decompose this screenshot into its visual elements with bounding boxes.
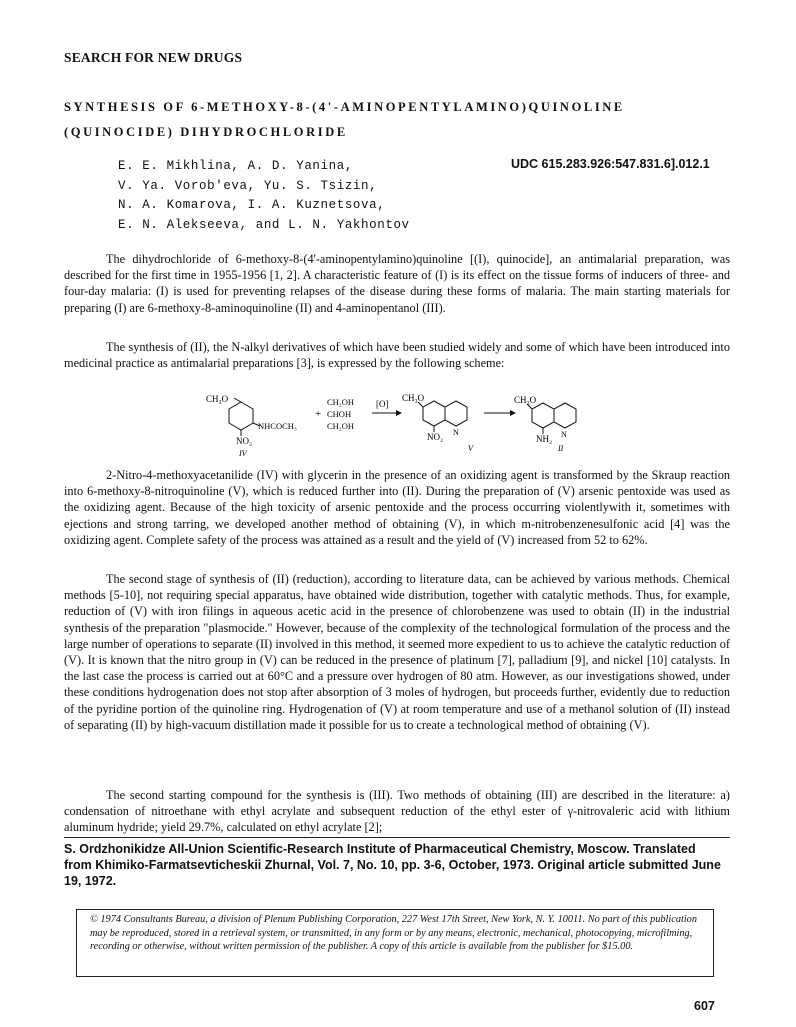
- oxidant-label: [O]: [376, 399, 389, 409]
- section-heading: SEARCH FOR NEW DRUGS: [64, 50, 243, 65]
- glycerin-line: CH₂OH: [327, 397, 355, 407]
- nitrogen-label-ii: N: [561, 430, 567, 439]
- affiliation-note: S. Ordzhonikidze All-Union Scientific-Research Institute of Pharmaceutical Chemistry, Moscow. Translated from Khimiko-Farmatsevticheskii Zhurnal, Vol. 7, No. 10, pp. 3-6, October, 1973. Original article submitted June 19, 1972.: [64, 842, 721, 888]
- nitro-label-v: NO₂: [427, 432, 444, 442]
- benzene-ring: [229, 402, 253, 430]
- compound-label-v: V: [468, 444, 473, 453]
- glycerin-line: CH₂OH: [327, 421, 355, 431]
- nitro-label-iv: NO₂: [236, 436, 253, 446]
- author-line: E. N. Alekseeva, and L. N. Yakhontov: [118, 217, 410, 232]
- paragraph-reduction: [64, 571, 730, 733]
- paragraph-intro: [64, 251, 730, 316]
- copyright-notice: © 1974 Consultants Bureau, a division of Plenum Publishing Corporation, 227 West 17th Street, New York, N. Y. 10011. No part of this publication may be reproduced, stored in a retrieval system, or transmitted, in any form or by any means, electronic, mechanical, photocopying, microfilming, recording or otherwise, without written permission of the publisher. A copy of this article is available from the publisher for $15.00.: [90, 914, 697, 952]
- quinoline-ring-benzo: [532, 403, 554, 428]
- quinoline-ring-benzo: [423, 401, 445, 426]
- paragraph-text: The dihydrochloride of 6-methoxy-8-(4'-aminopentylamino)quinoline [(I), quinocide], an antimalarial preparation, was described for the first time in 1955-1956 [1, 2]. A characteristic feature of (I) is its effect on the tissue forms of inducers of three- and four-day malaria: (I) is used for preventing relapses of the disease during these forms of malaria. The main starting materials for preparing (I) are 6-methoxy-8-aminoquinoline (II) and 4-aminopentanol (III).: [64, 252, 730, 315]
- paragraph-text: The synthesis of (II), the N-alkyl derivatives of which have been studied widely and some of which have been introduced into medicinal practice as antimalarial preparations [3], is expressed by the following scheme:: [64, 340, 730, 371]
- methoxy-label-ii: CH₃O: [514, 395, 537, 405]
- nitrogen-label-v: N: [453, 428, 459, 437]
- paragraph-text: 2-Nitro-4-methoxyacetanilide (IV) with glycerin in the presence of an oxidizing agent is transformed by the Skraup reaction into 6-methoxy-8-nitroquinoline (V), which is reduced further into (II). During the preparation of (V) arsenic pentoxide was used as the oxidizing agent. Because of the high toxicity of arsenic pentoxide and the process occurring violentlywith it, sometimes with ejections and strong tarring, we developed another method of obtaining (V), in which m-nitrobenzenesulfonic acid [4] was the oxidizing agent. Complete safety of the process was attained as a result and the yield of (V) increased from 52 to 62%.: [64, 468, 730, 547]
- paragraph-text: The second stage of synthesis of (II) (reduction), according to literature data, can be achieved by various methods. Chemical methods [5-10], not requiring special apparatus, have obtained wide distribution, together with catalytic methods. Thus, for example, reduction of (V) with iron filings in aqueous acetic acid in the presence of chlorobenzene was used to obtain (II) in the industrial synthesis of the preparation "plasmocide." However, because of the complexity of the technological formulation of the process and the large number of operations to separate (II) involved in this method, it seemed more expedient to us to achieve the catalytic reduction of (V). It is known that the nitro group in (V) can be reduced in the presence of platinum [7], palladium [9], and nickel [10] catalysts. In the last case the process is carried out at 60°C and a pressure over hydrogen of 80 atm. However, as our investigations showed, under these conditions hydrogenation does not stop after absorption of 3 moles of hydrogen, but proceeds further, evidently due to reduction of the pyridine portion of the quinoline ring. Hydrogenation of (V) at room temperature and use of a methanol solution of (II) instead of separating (II) by high-vacuum distillation made it possible for us to create a technological method of obtaining (V).: [64, 572, 730, 732]
- title-line-1: SYNTHESIS OF 6-METHOXY-8-(4'-AMINOPENTYLAMINO)QUINOLINE: [64, 100, 625, 114]
- compound-label-ii: II: [558, 444, 564, 453]
- author-list: [118, 157, 410, 235]
- methoxy-label-v: CH₃O: [402, 393, 425, 403]
- paragraph-skraup: [64, 467, 730, 548]
- compound-label-iv: IV: [239, 449, 247, 458]
- author-line: V. Ya. Vorob'eva, Yu. S. Tsizin,: [118, 178, 378, 193]
- arrow-head: [396, 410, 402, 416]
- page-number: 607: [694, 999, 715, 1013]
- acetamido-label: NHCOCH₃: [258, 421, 297, 431]
- glycerin-line: CHOH: [327, 409, 352, 419]
- paragraph-text: The second starting compound for the synthesis is (III). Two methods of obtaining (III) are described in the literature: a) condensation of nitroethane with ethyl acrylate and subsequent reduction of the ethyl ester of γ-nitrovaleric acid with lithium aluminum hydride; yield 29.7%, calculated on ethyl acrylate [2];: [64, 788, 730, 835]
- paragraph-second-compound: [64, 787, 730, 836]
- methoxy-label-iv: CH₃O: [206, 394, 229, 404]
- plus-sign: +: [315, 408, 322, 420]
- title-line-2: (QUINOCIDE) DIHYDROCHLORIDE: [64, 125, 348, 139]
- paragraph-scheme-intro: [64, 339, 730, 371]
- quinoline-ring-pyrido: [554, 403, 576, 428]
- amino-label-ii: NH₂: [536, 434, 553, 444]
- footnote-divider: [64, 837, 730, 838]
- author-line: N. A. Komarova, I. A. Kuznetsova,: [118, 198, 386, 212]
- reaction-scheme: [196, 388, 596, 462]
- quinoline-ring-pyrido: [445, 401, 467, 426]
- author-line: E. E. Mikhlina, A. D. Yanina,: [118, 159, 353, 173]
- arrow-head: [510, 410, 516, 416]
- udc-code: UDC 615.283.926:547.831.6].012.1: [511, 157, 710, 171]
